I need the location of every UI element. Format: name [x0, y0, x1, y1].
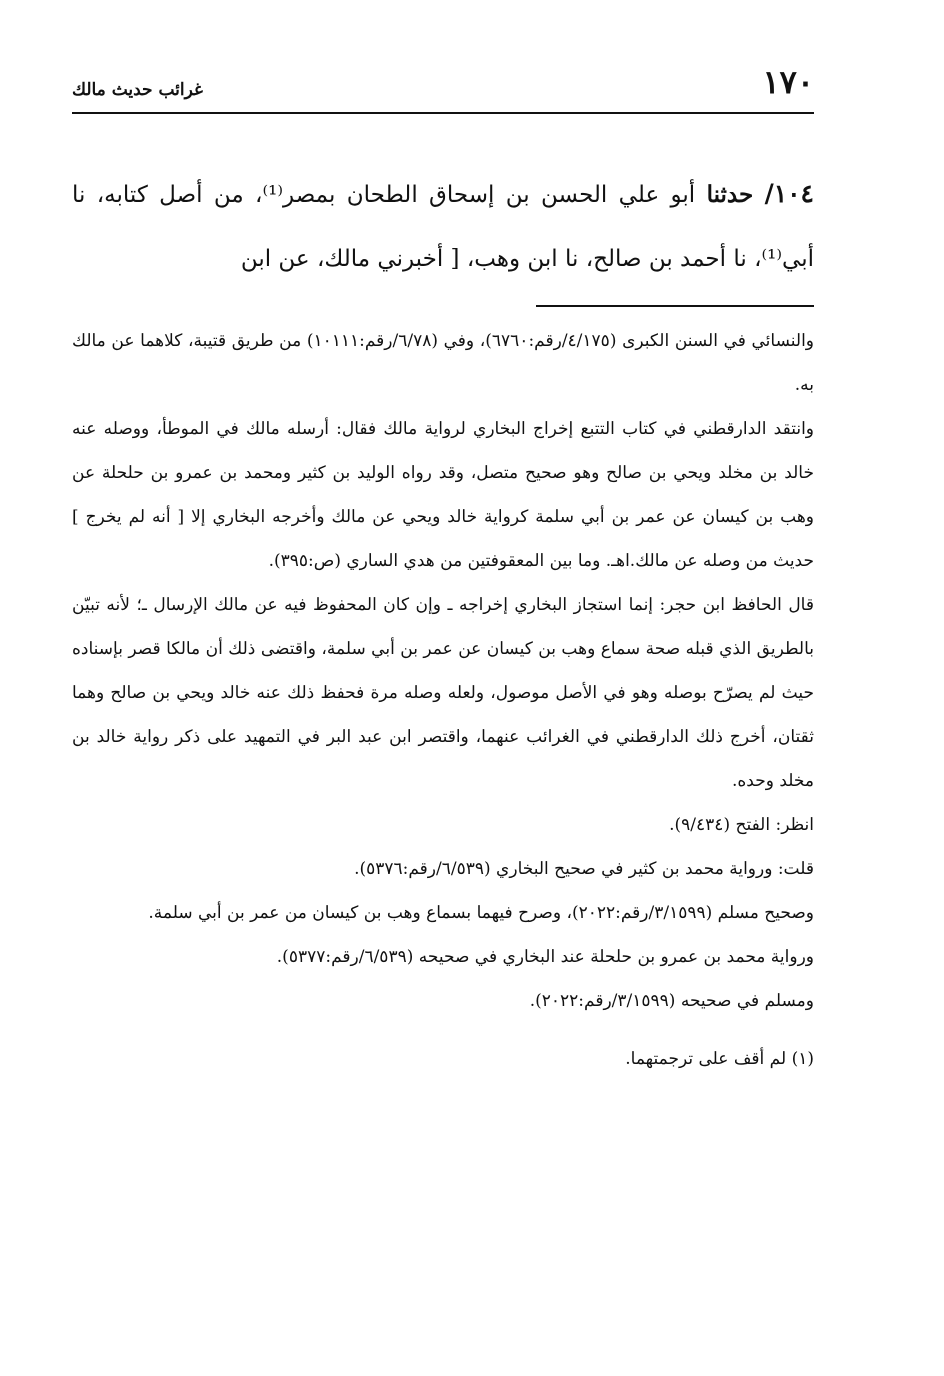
footnote: [72, 1037, 814, 1081]
hadith-slash: /: [764, 179, 774, 208]
notes-section: [72, 319, 814, 1023]
page-number: ١٧٠: [762, 63, 814, 101]
note-paragraph: قلت: ورواية محمد بن كثير في صحيح البخاري (٦/٥٣٩/رقم:٥٣٧٦).: [354, 859, 814, 879]
page-header: [72, 62, 814, 112]
note-paragraph: وانتقد الدارقطني في كتاب التتبع إخراج البخاري لرواية مالك فقال: أرسله مالك في الموطأ، ووصله عنه خالد بن مخلد ويحي بن صالح وهو صحيح متصل، وقد رواه الوليد بن كثير ومحمد بن عمرو بن حلحلة عن وهب بن كيسان عن عمر بن أبي سلمة كرواية خالد ويحي عن مالك وأخرجه البخاري إلا [ أنه لم يخرج ] حديث من وصله عن مالك.اهـ. وما بين المعقوفتين من هدي الساري (ص:٣٩٥).: [72, 419, 814, 571]
note-paragraph: ومسلم في صحيحه (٣/١٥٩٩/رقم:٢٠٢٢).: [529, 991, 814, 1011]
main-text: [72, 162, 814, 291]
footnote-marker: (١): [791, 1049, 814, 1069]
header-rule: [72, 112, 814, 114]
note-paragraph: انظر: الفتح (٩/٤٣٤).: [669, 815, 814, 835]
hadith-number: ١٠٤: [773, 179, 814, 208]
running-title: غرائب حديث مالك: [72, 80, 203, 100]
note-paragraph: ورواية محمد بن عمرو بن حلحلة عند البخاري في صحيحه (٦/٥٣٩/رقم:٥٣٧٧).: [276, 947, 814, 967]
note-paragraph: وصحيح مسلم (٣/١٥٩٩/رقم:٢٠٢٢)، وصرح فيهما بسماع وهب بن كيسان من عمر بن أبي سلمة.: [148, 903, 814, 923]
note-paragraph: قال الحافظ ابن حجر: إنما استجاز البخاري إخراجه ـ وإن كان المحفوظ فيه عن مالك الإرسال ـ؛ لأنه تبيّن بالطريق الذي قبله صحة سماع وهب بن كيسان عن عمر بن أبي سلمة، واقتضى ذلك أن مالكا قصر بإسناده حيث لم يصرّح بوصله وهو في الأصل موصول، ولعله وصله مرة فحفظ ذلك عنه خالد ويحي بن صالح وهما ثقتان، أخرج ذلك الدارقطني في الغرائب عنهما، واقتصر ابن عبد البر في التمهيد على ذكر رواية خالد بن مخلد وحده.: [72, 595, 814, 791]
book-page: [72, 62, 814, 1081]
footnote-rule: [536, 305, 814, 307]
hadith-lead-word: حدثنا: [706, 181, 754, 208]
footnote-text: لم أقف على ترجمتهما.: [625, 1049, 787, 1069]
hadith-text: أبو علي الحسن بن إسحاق الطحان بمصر⁽¹⁾، من أصل كتابه، نا أبي⁽¹⁾، نا أحمد بن صالح، نا ابن وهب، [ أخبرني مالك، عن ابن: [72, 182, 814, 272]
note-paragraph: والنسائي في السنن الكبرى (٤/١٧٥/رقم:٦٧٦٠)، وفي (٦/٧٨/رقم:١٠١١١) من طريق قتيبة، كلاهما عن مالك به.: [72, 331, 814, 395]
